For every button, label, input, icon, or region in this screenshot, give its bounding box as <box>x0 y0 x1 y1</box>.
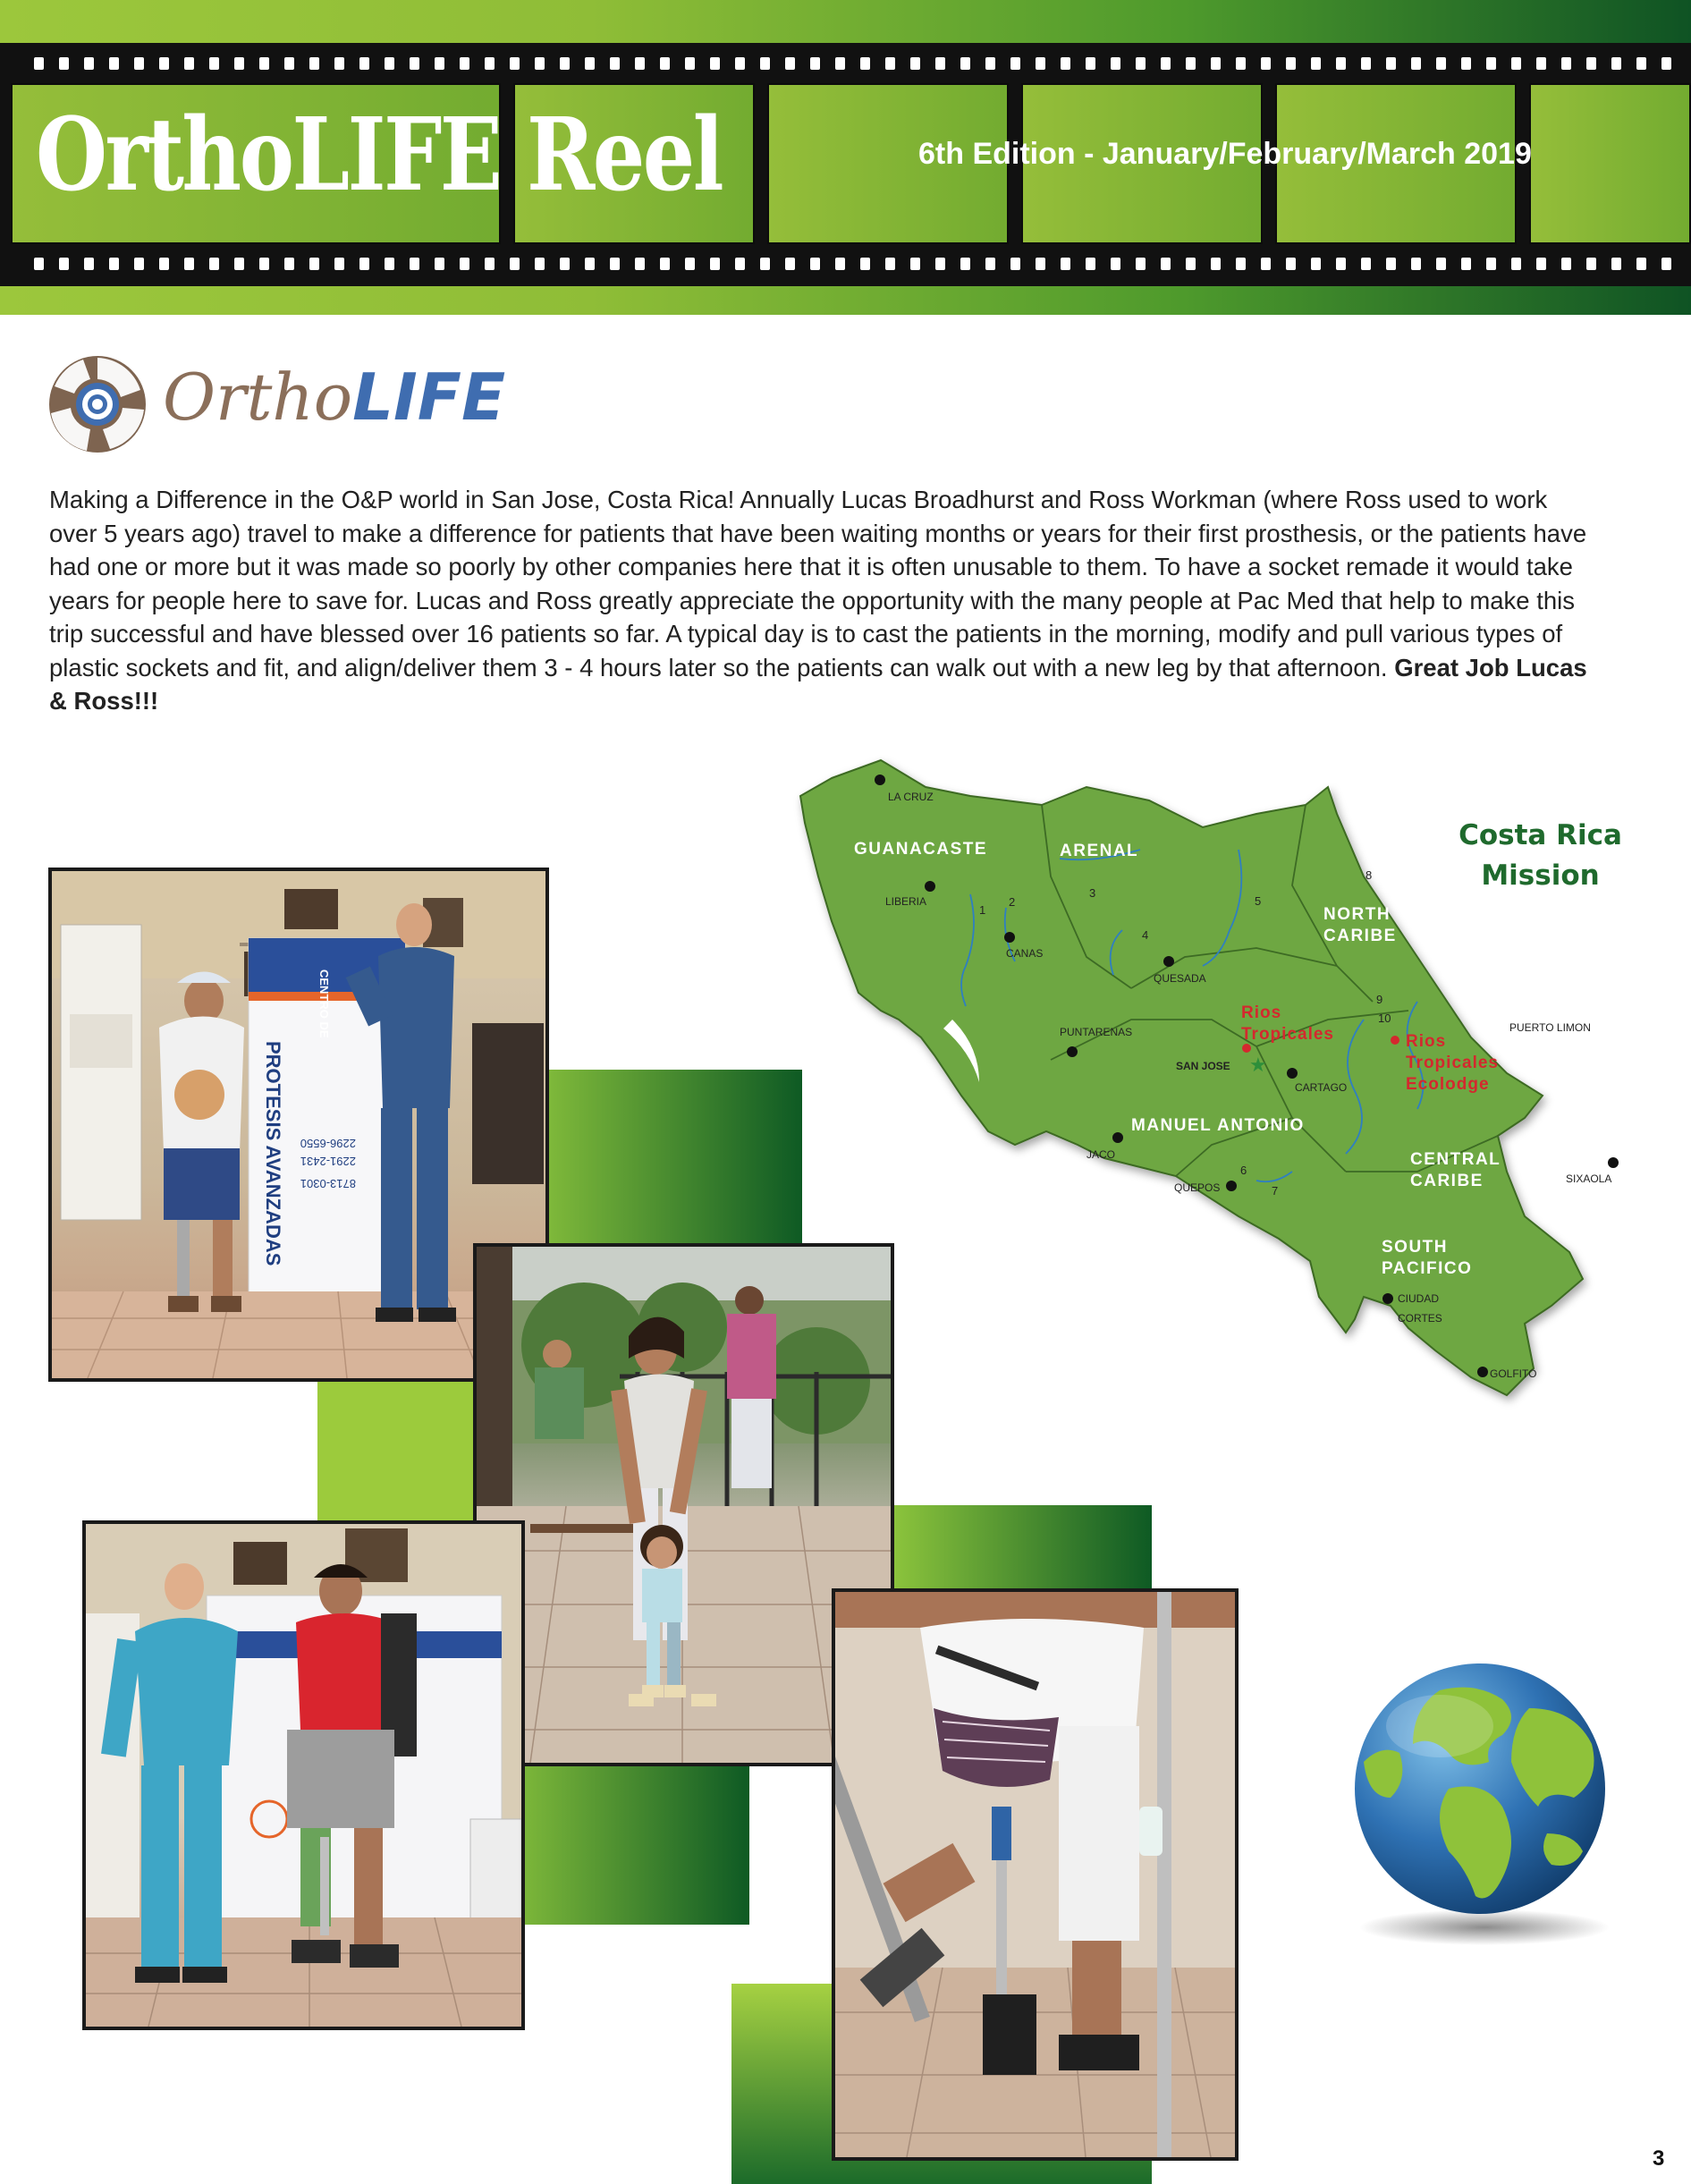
film-perforation <box>1536 258 1546 270</box>
photo-prosthetic-leg-closeup <box>832 1588 1239 2161</box>
map-number: 7 <box>1272 1184 1279 1198</box>
film-perforation <box>560 57 570 70</box>
film-perforation <box>435 258 444 270</box>
film-perforation <box>1336 57 1346 70</box>
article-closing: Great Job Lucas & Ross!!! <box>49 653 1587 715</box>
map-city-label: PUNTARENAS <box>1060 1026 1133 1038</box>
map-highlight-label: Rios <box>1406 1032 1447 1051</box>
film-perforation <box>359 57 369 70</box>
film-perforation <box>835 57 845 70</box>
logo-life-word: LIFE <box>352 360 506 435</box>
ortholife-logo-text <box>163 360 506 435</box>
film-perforation <box>885 57 895 70</box>
film-perforation <box>1436 258 1446 270</box>
film-perforation <box>59 57 69 70</box>
film-perforation <box>1511 258 1521 270</box>
film-perforation <box>284 57 294 70</box>
film-perforation <box>860 258 870 270</box>
film-perforation <box>159 258 169 270</box>
film-perforation <box>1036 57 1045 70</box>
san-jose-star-icon: ★ <box>1249 1054 1267 1076</box>
film-perforation <box>1236 258 1246 270</box>
map-city-label: LIBERIA <box>885 895 927 908</box>
film-perforation <box>334 258 344 270</box>
film-perforations-bottom <box>34 258 1679 270</box>
film-perforation <box>1286 258 1296 270</box>
film-perforation <box>510 258 520 270</box>
film-perforation <box>785 57 795 70</box>
map-highlight-label: Tropicales <box>1241 1025 1334 1044</box>
film-perforation <box>209 258 219 270</box>
film-perforation <box>635 57 645 70</box>
film-perforation <box>1161 258 1171 270</box>
film-perforation <box>410 258 419 270</box>
film-perforation <box>309 57 319 70</box>
film-perforation <box>1236 57 1246 70</box>
film-perforation <box>660 57 670 70</box>
map-city-label: GOLFITO <box>1490 1367 1537 1380</box>
newsletter-title: OrthoLIFE Reel <box>36 97 723 214</box>
film-perforation <box>1136 57 1146 70</box>
film-perforation <box>410 57 419 70</box>
film-perforation <box>1010 258 1020 270</box>
map-region-label: PACIFICO <box>1382 1259 1473 1278</box>
map-city-label: SAN JOSE <box>1176 1060 1230 1072</box>
film-perforation <box>485 258 495 270</box>
film-perforation <box>810 57 820 70</box>
film-perforation <box>610 57 620 70</box>
film-perforation <box>1261 258 1271 270</box>
map-region-label: ARENAL <box>1060 842 1139 860</box>
film-perforation <box>1261 57 1271 70</box>
map-title-line: Mission <box>1481 859 1600 892</box>
film-perforation <box>635 258 645 270</box>
map-city-label: QUEPOS <box>1174 1181 1221 1194</box>
film-perforation <box>1211 57 1221 70</box>
film-perforation <box>234 57 244 70</box>
film-perforation <box>159 57 169 70</box>
map-number: 2 <box>1009 895 1016 909</box>
film-perforation <box>385 258 394 270</box>
film-frame <box>1529 83 1691 244</box>
film-perforation <box>109 57 119 70</box>
film-perforation <box>209 57 219 70</box>
film-perforation <box>34 258 44 270</box>
film-perforation <box>234 258 244 270</box>
film-perforation <box>660 258 670 270</box>
map-city-label: LA CRUZ <box>888 791 934 803</box>
film-perforation <box>1511 57 1521 70</box>
film-perforation <box>960 258 970 270</box>
film-perforation <box>810 258 820 270</box>
film-perforation <box>1311 57 1321 70</box>
film-perforation <box>910 57 920 70</box>
film-perforation <box>1661 57 1671 70</box>
film-perforation <box>1111 57 1120 70</box>
green-accent-block <box>892 1505 1152 1595</box>
film-perforation <box>710 57 720 70</box>
film-perforation <box>1336 258 1346 270</box>
film-perforation <box>1586 57 1596 70</box>
film-perforation <box>1010 57 1020 70</box>
map-city-label: JACO <box>1086 1148 1116 1161</box>
map-number: 9 <box>1376 993 1383 1006</box>
map-city-label: CARTAGO <box>1295 1081 1348 1094</box>
film-perforation <box>835 258 845 270</box>
map-city-label: SIXAOLA <box>1566 1172 1612 1185</box>
film-perforation <box>184 57 194 70</box>
film-perforation <box>435 57 444 70</box>
map-highlight-label: Rios <box>1241 1003 1282 1022</box>
map-number: 4 <box>1142 928 1149 942</box>
banner-phone: 2291-2431 <box>300 1155 356 1168</box>
map-title-line: Costa Rica <box>1458 819 1622 851</box>
article-paragraph: Making a Difference in the O&P world in San Jose, Costa Rica! Annually Lucas Broadhurst and Ross Workman (where Ross used to work over 5 years ago) travel to make a difference for patients that have been waiting months or years for their first prosthesis, or the patients have had one or more but it was made so poorly by other companies here that it is often unusable to them. To have a socket remade it would take years for people here to save for. Lucas and Ross greatly appreciate the opportunity with the many people at Pac Med that help to make this trip successful and have blessed over 16 patients so far. A typical day is to cast the patients in the morning, modify and pull various types of plastic sockets and fit, and align/deliver them 3 - 4 hours later so the patients can walk out with a new leg by that afternoon. <box>49 486 1587 681</box>
banner-phone: 8713-0301 <box>300 1177 356 1190</box>
banner-text: CENTRO DE <box>317 969 331 1038</box>
globe-icon <box>1341 1655 1619 1950</box>
film-perforation <box>1361 258 1371 270</box>
banner-text: PROTESIS AVANZADAS <box>262 1041 284 1266</box>
film-perforation <box>1611 57 1621 70</box>
photo-clinician-and-amputee <box>82 1520 525 2030</box>
film-perforation <box>1361 57 1371 70</box>
edition-label: 6th Edition - January/February/March 2019 <box>918 137 1532 171</box>
film-perforation <box>1061 57 1070 70</box>
film-perforation <box>1061 258 1070 270</box>
map-number: 6 <box>1240 1164 1247 1177</box>
film-perforation <box>1461 258 1471 270</box>
map-region-label: MANUEL ANTONIO <box>1131 1116 1305 1135</box>
film-perforation <box>259 57 269 70</box>
map-number: 10 <box>1378 1012 1391 1025</box>
film-perforation <box>985 57 995 70</box>
map-city-label: CIUDAD <box>1398 1292 1440 1305</box>
map-region-label: GUANACASTE <box>854 840 988 859</box>
map-number: 8 <box>1365 868 1373 882</box>
film-perforation <box>685 258 695 270</box>
film-perforation <box>1086 57 1095 70</box>
ortholife-logo-icon <box>47 354 148 454</box>
map-city-label: CORTES <box>1398 1312 1442 1325</box>
film-perforation <box>334 57 344 70</box>
film-perforation <box>1636 258 1646 270</box>
film-perforation <box>1211 258 1221 270</box>
film-perforation <box>1536 57 1546 70</box>
film-perforation <box>1561 57 1571 70</box>
film-perforation <box>1186 57 1196 70</box>
map-highlight-label: Tropicales <box>1406 1054 1499 1072</box>
film-perforation <box>460 57 469 70</box>
film-perforation <box>1386 57 1396 70</box>
film-perforation <box>1411 57 1421 70</box>
film-perforation <box>385 57 394 70</box>
film-perforation <box>1486 57 1496 70</box>
film-perforation <box>84 57 94 70</box>
article-body <box>49 483 1587 718</box>
film-perforation <box>785 258 795 270</box>
map-city-label: CANAS <box>1006 947 1044 960</box>
page-number: 3 <box>1653 2146 1665 2171</box>
film-perforation <box>935 258 945 270</box>
film-perforation <box>535 57 545 70</box>
map-region-label: SOUTH <box>1382 1238 1448 1257</box>
film-perforation <box>359 258 369 270</box>
film-perforation <box>585 258 595 270</box>
film-perforation <box>1611 258 1621 270</box>
map-city-label: QUESADA <box>1154 972 1206 985</box>
film-perforation <box>1311 258 1321 270</box>
film-perforation <box>84 258 94 270</box>
film-perforations-top <box>34 57 1679 70</box>
film-perforation <box>134 57 144 70</box>
film-perforation <box>284 258 294 270</box>
film-perforation <box>34 57 44 70</box>
film-perforation <box>910 258 920 270</box>
logo-ortho-word: Ortho <box>163 360 353 435</box>
film-perforation <box>1111 258 1120 270</box>
film-perforation <box>1636 57 1646 70</box>
film-perforation <box>535 258 545 270</box>
film-perforation <box>460 258 469 270</box>
film-perforation <box>1136 258 1146 270</box>
film-perforation <box>1186 258 1196 270</box>
map-region-label: CENTRAL <box>1410 1150 1501 1169</box>
map-title <box>1449 816 1632 896</box>
map-number: 3 <box>1089 886 1096 900</box>
film-perforation <box>885 258 895 270</box>
film-perforation <box>485 57 495 70</box>
film-perforation <box>760 258 770 270</box>
film-perforation <box>585 57 595 70</box>
film-perforation <box>985 258 995 270</box>
film-perforation <box>1436 57 1446 70</box>
film-perforation <box>59 258 69 270</box>
map-number: 1 <box>979 903 986 917</box>
film-perforation <box>1411 258 1421 270</box>
film-perforation <box>309 258 319 270</box>
film-perforation <box>259 258 269 270</box>
film-perforation <box>735 258 745 270</box>
film-perforation <box>1086 258 1095 270</box>
map-region-label: CARIBE <box>1410 1172 1484 1190</box>
banner-phone: 2296-6550 <box>300 1137 356 1150</box>
film-perforation <box>685 57 695 70</box>
film-perforation <box>1286 57 1296 70</box>
film-perforation <box>860 57 870 70</box>
film-perforation <box>1461 57 1471 70</box>
film-perforation <box>1486 258 1496 270</box>
film-perforation <box>760 57 770 70</box>
film-perforation <box>1036 258 1045 270</box>
film-perforation <box>560 258 570 270</box>
film-perforation <box>735 57 745 70</box>
map-number: 5 <box>1255 894 1262 908</box>
film-perforation <box>610 258 620 270</box>
film-perforation <box>134 258 144 270</box>
film-perforation <box>184 258 194 270</box>
film-perforation <box>109 258 119 270</box>
film-perforation <box>510 57 520 70</box>
film-perforation <box>710 258 720 270</box>
map-highlight-label: Ecolodge <box>1406 1075 1490 1094</box>
film-perforation <box>935 57 945 70</box>
map-city-label: PUERTO LIMON <box>1509 1021 1591 1034</box>
map-region-label: CARIBE <box>1323 927 1397 945</box>
film-perforation <box>960 57 970 70</box>
film-perforation <box>1586 258 1596 270</box>
map-region-label: NORTH <box>1323 905 1391 924</box>
film-perforation <box>1386 258 1396 270</box>
film-perforation <box>1161 57 1171 70</box>
film-perforation <box>1661 258 1671 270</box>
film-perforation <box>1561 258 1571 270</box>
